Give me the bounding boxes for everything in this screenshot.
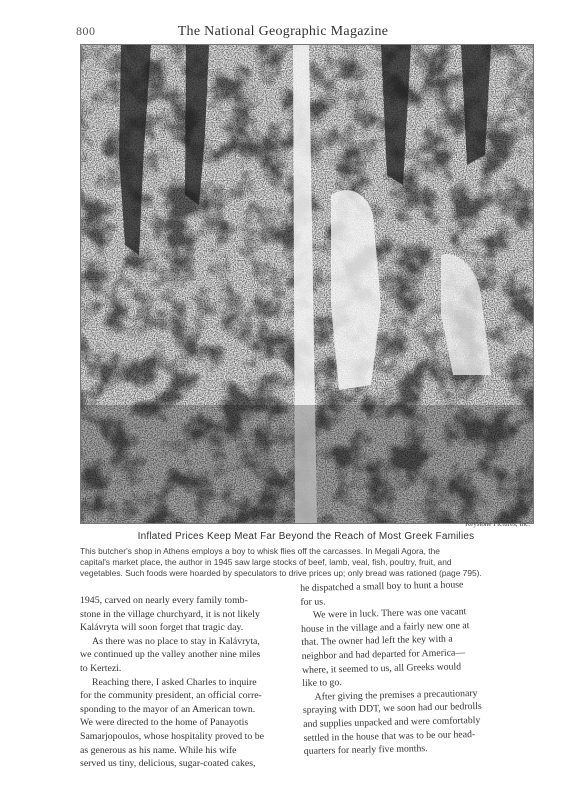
body-line: served us tiny, delicious, sugar-coated cakes, xyxy=(80,758,256,770)
body-line: like to go. xyxy=(302,677,342,690)
body-line: After giving the premises a precautionary xyxy=(314,687,478,703)
body-line: spraying with DDT, we soon had our bedrolls xyxy=(302,701,482,717)
caption-title: Inflated Prices Keep Meat Far Beyond the Reach of Most Greek Families xyxy=(137,531,475,542)
caption-line: vegetables. Such foods were hoarded by speculators to drive prices up; only bread was rationed (page 795). xyxy=(80,567,482,578)
caption-line: This butcher's shop in Athens employs a boy to whisk flies off the carcasses. In Megali Agora, the xyxy=(80,546,440,556)
body-line: sponding to the mayor of an American town. xyxy=(80,703,256,715)
photo-credit: Keystone Pictures, Inc. xyxy=(465,520,530,528)
body-line: As there was no place to stay in Kalávryta, xyxy=(92,635,260,647)
body-line: as generous as his name. While his wife xyxy=(80,744,237,756)
caption-body xyxy=(80,546,532,578)
body-line: stone in the village churchyard, it is not likely xyxy=(80,608,260,620)
body-line: and supplies unpacked and were comfortably xyxy=(303,714,481,730)
body-line: 1945, carved on nearly every family tomb- xyxy=(80,595,248,606)
body-line: Kalávryta will soon forget that tragic day. xyxy=(80,622,244,634)
running-head: The National Geographic Magazine xyxy=(177,24,389,39)
page-number: 800 xyxy=(76,24,96,38)
body-line: to Kertezi. xyxy=(80,662,122,674)
body-line: where, it seemed to us, all Greeks would xyxy=(301,660,462,676)
body-line: quarters for nearly five months. xyxy=(303,743,428,758)
body-column-left xyxy=(80,594,285,771)
body-column-right xyxy=(300,577,509,758)
caption-line: capital's market place, the author in 1945 saw large stocks of beef, lamb, veal, fish, poultry, fruit, and xyxy=(80,556,452,567)
body-line: Reaching there, I asked Charles to inquire xyxy=(92,676,257,688)
body-line: he dispatched a small boy to hunt a house xyxy=(300,579,464,594)
body-line: that. The owner had left the key with a xyxy=(301,633,453,649)
body-line: we continued up the valley another nine miles xyxy=(80,649,261,661)
body-line: Samarjopoulos, whose hospitality proved to be xyxy=(80,730,264,742)
body-line: for the community president, an official corre- xyxy=(80,690,262,702)
body-line: house in the village and a fairly new one at xyxy=(300,619,470,635)
body-line: for us. xyxy=(300,596,326,608)
body-line: settled in the house that was to be our head- xyxy=(303,728,476,744)
butcher-shop-photo xyxy=(80,44,534,524)
body-line: neighbor and had departed for America— xyxy=(301,647,466,662)
body-line: We were in luck. There was one vacant xyxy=(312,606,467,621)
body-line: We were directed to the home of Panayotis xyxy=(80,717,249,729)
